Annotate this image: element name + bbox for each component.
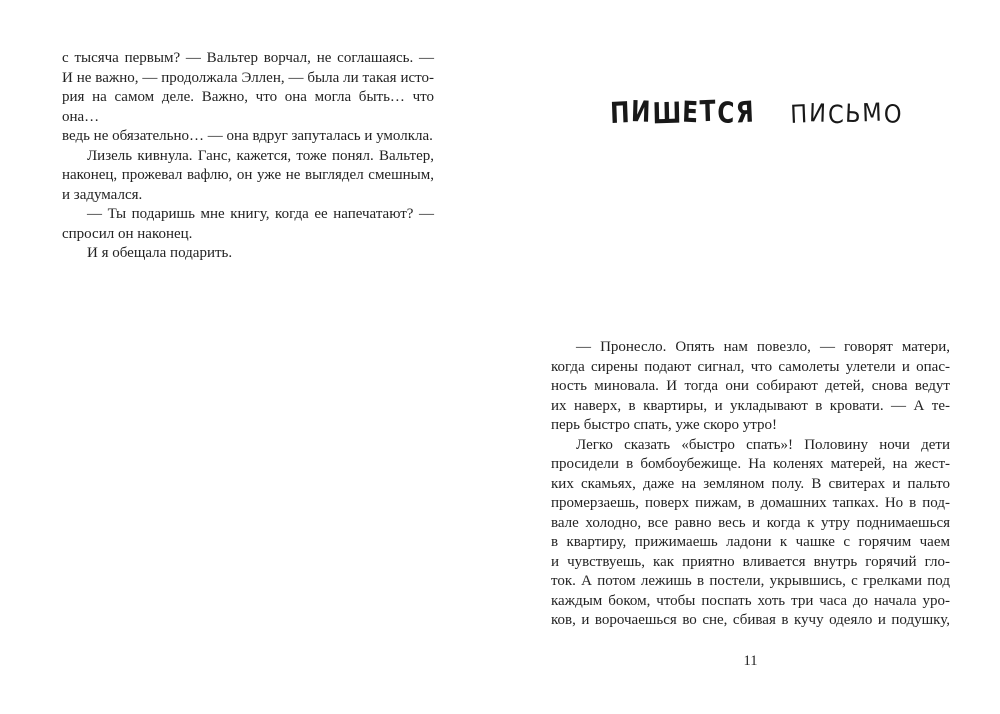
chapter-title-letter: Я bbox=[735, 94, 757, 130]
text-line: — Ты подаришь мне книгу, когда ее напечатают? — bbox=[87, 206, 434, 222]
text-line: И я обещала подарить. bbox=[87, 245, 233, 261]
chapter-title bbox=[551, 95, 950, 129]
text-line: — Пронесло. Опять нам повезло, — говорят матери, bbox=[576, 339, 950, 355]
chapter-title-letter: С bbox=[826, 99, 846, 130]
chapter-title-word-2 bbox=[790, 99, 903, 128]
text-line: И не важно, — продолжала Эллен, — была ли такая исто- bbox=[62, 69, 434, 86]
chapter-title-letter: Т bbox=[699, 93, 718, 129]
page-number: 11 bbox=[743, 653, 758, 669]
text-line: промерзаешь, поверх пижам, в домашних тапках. Но в под- bbox=[551, 495, 950, 511]
text-line: каждым боком, чтобы поспать хоть три часа до начала уро- bbox=[551, 592, 950, 609]
text-line: Легко сказать «быстро спать»! Половину ночи дети bbox=[576, 436, 950, 453]
chapter-title-letter: И bbox=[630, 94, 653, 129]
chapter-title-letter: П bbox=[789, 99, 810, 129]
chapter-title-letter: М bbox=[861, 97, 884, 128]
text-line: ность миновала. И тогда они собирают детей, снова ведут bbox=[551, 378, 950, 394]
chapter-title-letter: С bbox=[716, 95, 737, 130]
text-line: в квартиру, прижимаешь ладони к чашке с горячим чаем bbox=[551, 534, 950, 550]
chapter-title-letter: Ш bbox=[651, 95, 683, 131]
text-line: спросил он наконец. bbox=[62, 225, 193, 242]
text-line: вале холодно, все равно весь и когда к утру поднимаешься bbox=[551, 514, 950, 531]
text-line: ких скамьях, даже на земляном полу. В свитерах и пальто bbox=[551, 475, 950, 492]
text-line: и задумался. bbox=[62, 186, 143, 203]
text-line: просидели в бомбоубежище. На коленях матерей, на жест- bbox=[551, 456, 950, 472]
left-page-text bbox=[62, 49, 434, 264]
chapter-title-letter: О bbox=[882, 99, 904, 129]
chapter-title-letter: П bbox=[609, 94, 632, 131]
text-line: наконец, прожевал вафлю, он уже не выглядел смешным, bbox=[62, 167, 434, 183]
text-line: рия на самом деле. Важно, что она могла быть… что она… bbox=[62, 89, 434, 125]
text-line: ток. А потом лежишь в постели, укрывшись, с грелками под bbox=[551, 573, 950, 589]
text-line: перь быстро спать, уже скоро утро! bbox=[551, 417, 778, 433]
text-line: ков, и ворочаешься во сне, сбивая в кучу одеяло и подушку, bbox=[551, 612, 950, 628]
text-line: ведь не обязательно… — она вдруг запуталась и умолкла. bbox=[62, 128, 433, 144]
text-line: с тысяча первым? — Вальтер ворчал, не соглашаясь. — bbox=[62, 50, 434, 66]
text-line: их наверх, в квартиры, и укладывают в кровати. — А те- bbox=[551, 397, 950, 414]
chapter-title-letter: Ь bbox=[844, 98, 863, 129]
text-line: и чувствуешь, как приятно вливается внутрь горячий гло- bbox=[551, 553, 950, 570]
text-line: когда сирены подают сигнал, что самолеты улетели и опас- bbox=[551, 358, 950, 375]
chapter-title-letter: И bbox=[808, 98, 828, 128]
chapter-title-word-1 bbox=[610, 95, 755, 129]
text-line: Лизель кивнула. Ганс, кажется, тоже понял. Вальтер, bbox=[87, 147, 434, 164]
chapter-title-letter: Е bbox=[681, 94, 701, 130]
right-page-text bbox=[551, 338, 950, 631]
